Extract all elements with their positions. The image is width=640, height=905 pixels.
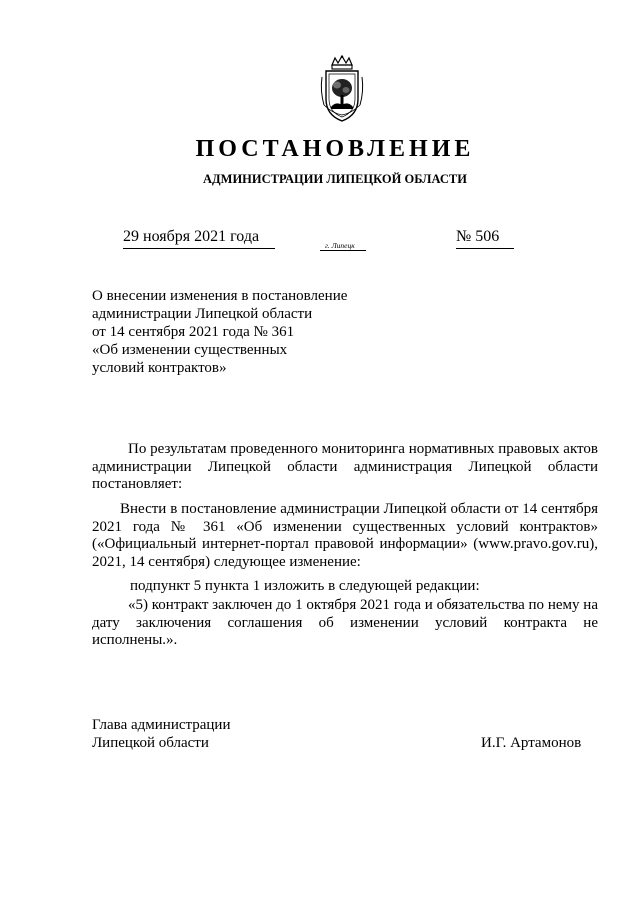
city-underline xyxy=(320,250,366,251)
document-city: г. Липецк xyxy=(325,241,355,250)
signature-position-line: Липецкой области xyxy=(92,735,209,751)
subject-line: «Об изменении существенных xyxy=(92,342,288,358)
signature-name: И.Г. Артамонов xyxy=(481,735,582,751)
signature-position xyxy=(92,716,230,752)
coat-of-arms-icon xyxy=(318,55,366,123)
document-title: ПОСТАНОВЛЕНИЕ xyxy=(195,136,475,162)
paragraph-new-text: «5) контракт заключен до 1 октября 2021 года и обязательства по нему на дату заключения соглашения об изменении условий контракта не исполнены.». xyxy=(92,597,598,648)
document-subtitle: АДМИНИСТРАЦИИ ЛИПЕЦКОЙ ОБЛАСТИ xyxy=(203,172,467,186)
paragraph-subclause: подпункт 5 пункта 1 изложить в следующей редакции: xyxy=(130,578,480,594)
paragraph-amendment: Внести в постановление администрации Липецкой области от 14 сентября 2021 года № 361 «Об изменении существенных условий контрактов» («Официальный интернет-портал правовой информации» (www.pravo.gov.ru), 2021, 14 сентября) следующее изменение: xyxy=(92,501,598,570)
date-underline xyxy=(123,248,275,249)
subject-line: администрации Липецкой области xyxy=(92,306,313,322)
subject-line: О внесении изменения в постановление xyxy=(92,288,348,304)
signature-position-line: Глава администрации xyxy=(92,717,231,733)
paragraph-preamble: По результатам проведенного мониторинга нормативных правовых актов администрации Липецкой области администрация Липецкой области постановляет: xyxy=(92,441,598,492)
number-underline xyxy=(456,248,514,249)
subject-line: условий контрактов» xyxy=(92,360,227,376)
document-subject xyxy=(92,287,392,377)
document-number: № 506 xyxy=(456,228,500,245)
document-date: 29 ноября 2021 года xyxy=(123,228,260,245)
subject-line: от 14 сентября 2021 года № 361 xyxy=(92,324,295,340)
